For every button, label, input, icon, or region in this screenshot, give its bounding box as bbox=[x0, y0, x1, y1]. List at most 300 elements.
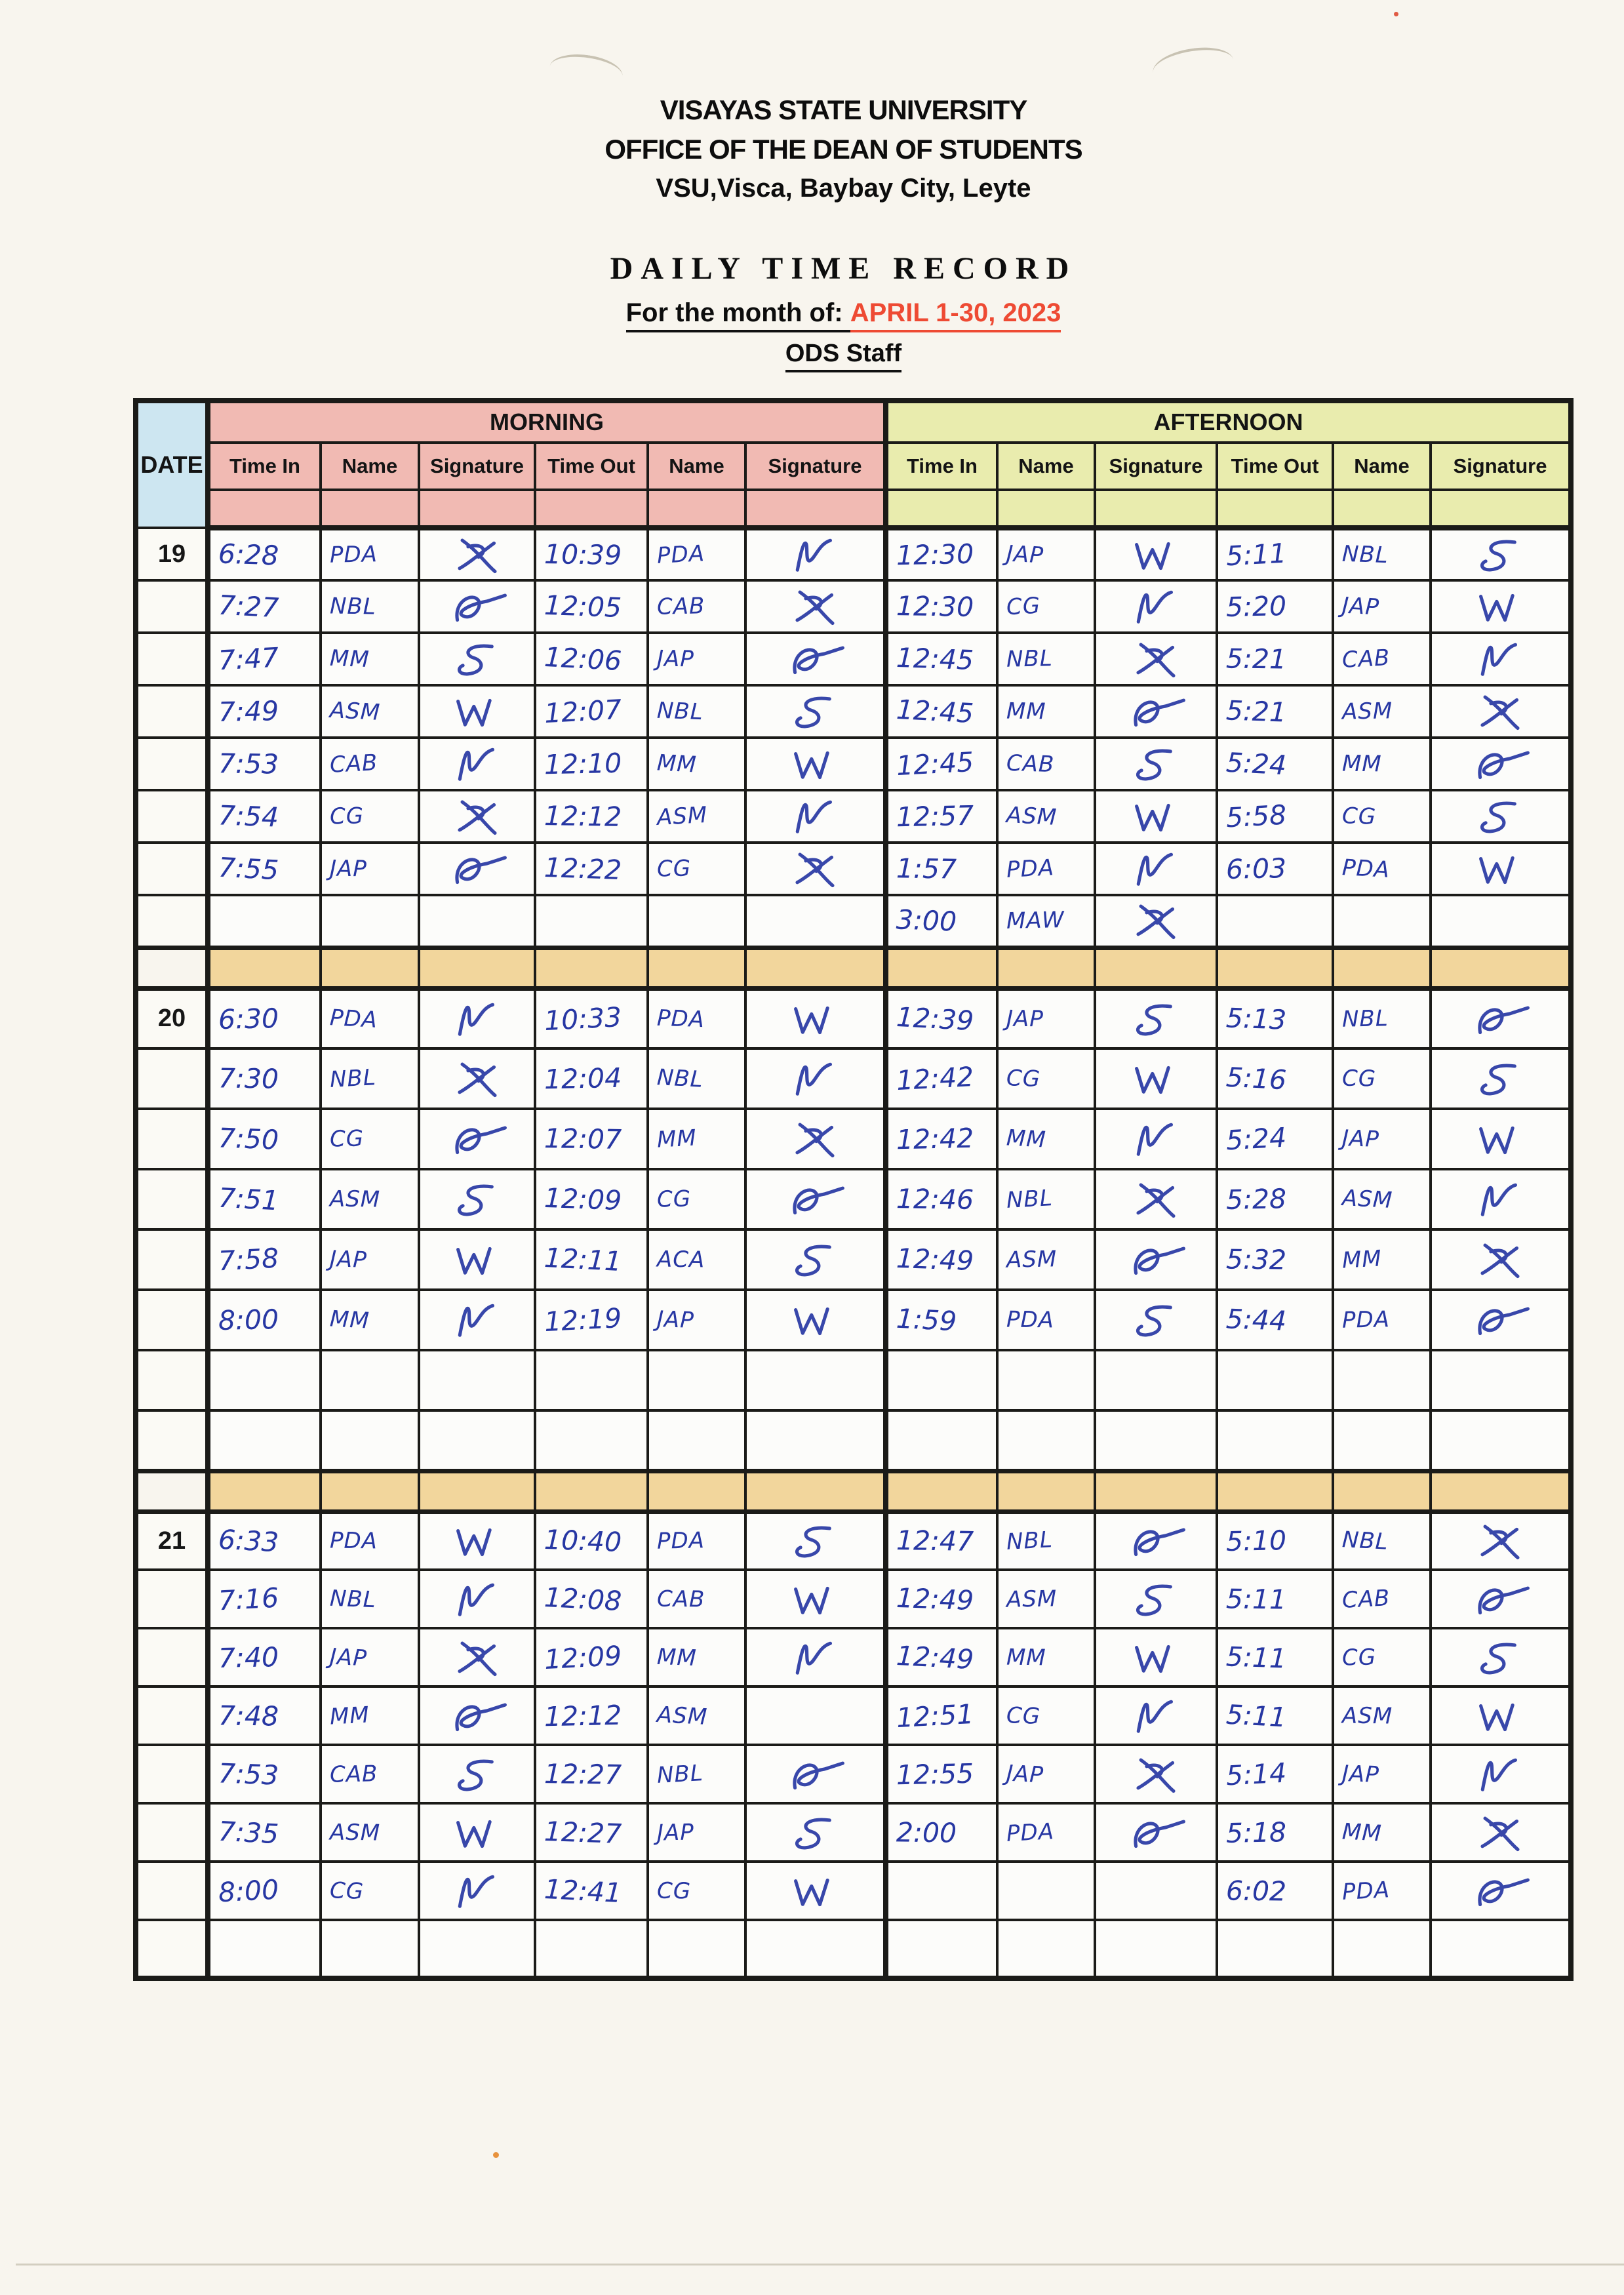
date-cell bbox=[136, 1169, 208, 1229]
signature-scribble bbox=[1109, 690, 1208, 732]
cell-m-signature bbox=[745, 685, 886, 738]
cell-a-time-out bbox=[1217, 1410, 1333, 1471]
handwritten-name: PDA bbox=[1006, 1818, 1055, 1847]
handwritten-time: 6:30 bbox=[218, 1002, 279, 1035]
handwritten-name: JAP bbox=[1341, 1760, 1380, 1788]
signature-scribble bbox=[1454, 1120, 1552, 1158]
cell-m-time-in bbox=[208, 1745, 321, 1803]
cell-m-signature bbox=[419, 988, 535, 1048]
handwritten-time: 12:12 bbox=[544, 1699, 622, 1732]
cell-a-signature bbox=[1095, 1350, 1217, 1410]
signature-scribble bbox=[431, 1813, 528, 1851]
cell-m-signature bbox=[745, 1109, 886, 1169]
separator-cell bbox=[1333, 948, 1431, 988]
cell-a-name bbox=[997, 1410, 1095, 1471]
cell-m-name bbox=[321, 1511, 419, 1570]
handwritten-time: 12:45 bbox=[895, 746, 975, 782]
cell-a-time-out bbox=[1217, 528, 1333, 580]
separator-cell bbox=[1217, 1471, 1333, 1511]
handwritten-time: 7:47 bbox=[217, 641, 280, 677]
subheader-blank-cell bbox=[1431, 490, 1571, 528]
handwritten-name: PDA bbox=[656, 1005, 705, 1033]
cell-a-time-in bbox=[886, 1169, 997, 1229]
cell-m-signature bbox=[419, 1570, 535, 1628]
handwritten-time: 5:13 bbox=[1225, 1002, 1287, 1036]
handwritten-time: 12:30 bbox=[896, 590, 974, 623]
handwritten-time: 12:07 bbox=[544, 1123, 622, 1155]
cell-m-signature bbox=[419, 738, 535, 790]
handwritten-time: 5:11 bbox=[1225, 537, 1288, 572]
handwritten-time: 7:50 bbox=[218, 1122, 279, 1156]
cell-m-name bbox=[648, 580, 745, 633]
signature-scribble bbox=[1454, 588, 1552, 626]
date-cell bbox=[136, 738, 208, 790]
cell-a-time-in bbox=[886, 1570, 997, 1628]
handwritten-name: CG bbox=[656, 1186, 692, 1213]
cell-m-name bbox=[648, 1511, 745, 1570]
signature-scribble bbox=[1109, 999, 1207, 1038]
handwritten-name: MM bbox=[1005, 1125, 1047, 1153]
cell-m-signature bbox=[419, 1803, 535, 1862]
cell-m-name bbox=[648, 1862, 745, 1920]
cell-m-name bbox=[321, 790, 419, 843]
cell-a-signature bbox=[1431, 1745, 1571, 1803]
cell-a-signature bbox=[1095, 1410, 1217, 1471]
handwritten-time: 12:06 bbox=[543, 641, 623, 677]
signature-scribble bbox=[430, 586, 529, 628]
cell-a-signature bbox=[1431, 1920, 1571, 1978]
cell-a-time-out bbox=[1217, 1803, 1333, 1862]
cell-a-name bbox=[1333, 1862, 1431, 1920]
handwritten-time: 7:53 bbox=[218, 1757, 279, 1791]
cell-a-name bbox=[997, 988, 1095, 1048]
cell-a-name bbox=[1333, 1511, 1431, 1570]
cell-m-name bbox=[321, 633, 419, 685]
signature-scribble bbox=[1109, 1753, 1208, 1795]
handwritten-name: NBL bbox=[1341, 1005, 1389, 1033]
cell-m-time-in bbox=[208, 528, 321, 580]
cell-m-time-out bbox=[535, 1109, 648, 1169]
handwritten-time: 7:49 bbox=[218, 695, 279, 728]
cell-m-time-in bbox=[208, 1410, 321, 1471]
cell-a-time-out bbox=[1217, 580, 1333, 633]
cell-m-name bbox=[321, 1920, 419, 1978]
cell-m-signature bbox=[745, 895, 886, 948]
cell-a-time-out bbox=[1217, 1290, 1333, 1350]
handwritten-time: 12:12 bbox=[544, 800, 622, 833]
cell-a-signature bbox=[1431, 1048, 1571, 1109]
cell-a-name bbox=[997, 1628, 1095, 1686]
cell-m-name bbox=[648, 1803, 745, 1862]
cell-m-name bbox=[648, 528, 745, 580]
handwritten-time: 5:11 bbox=[1225, 1698, 1288, 1733]
month-line bbox=[63, 298, 1624, 328]
handwritten-time: 1:59 bbox=[895, 1302, 958, 1338]
cell-m-time-in bbox=[208, 580, 321, 633]
handwritten-time: 5:24 bbox=[1225, 746, 1288, 782]
handwritten-name: CG bbox=[1341, 1065, 1377, 1092]
signature-scribble bbox=[431, 1755, 528, 1793]
cell-m-time-out bbox=[535, 1048, 648, 1109]
handwritten-time: 12:49 bbox=[896, 1582, 974, 1616]
cell-a-name bbox=[997, 790, 1095, 843]
cell-a-signature bbox=[1431, 1862, 1571, 1920]
separator-cell bbox=[648, 948, 745, 988]
cell-m-name bbox=[321, 1350, 419, 1410]
cell-a-time-out bbox=[1217, 1350, 1333, 1410]
cell-a-signature bbox=[1431, 1511, 1571, 1570]
cell-a-time-in bbox=[886, 1109, 997, 1169]
cell-a-signature bbox=[1431, 1570, 1571, 1628]
separator-cell bbox=[321, 1471, 419, 1511]
subheader-blank-cell bbox=[648, 490, 745, 528]
cell-a-name bbox=[1333, 1628, 1431, 1686]
handwritten-name: ASM bbox=[1341, 1702, 1393, 1730]
cell-a-name bbox=[997, 843, 1095, 895]
cell-a-name bbox=[1333, 1803, 1431, 1862]
signature-scribble bbox=[768, 1178, 867, 1220]
handwritten-time: 12:42 bbox=[895, 1060, 975, 1097]
signature-scribble bbox=[430, 1695, 529, 1737]
cell-m-name bbox=[648, 633, 745, 685]
handwritten-name: PDA bbox=[656, 540, 705, 569]
signature-scribble bbox=[1454, 1299, 1553, 1341]
cell-m-name bbox=[321, 1109, 419, 1169]
handwritten-time: 7:51 bbox=[217, 1182, 280, 1217]
handwritten-name: CG bbox=[656, 1877, 692, 1904]
handwritten-time: 12:42 bbox=[896, 1122, 974, 1156]
cell-a-name bbox=[1333, 528, 1431, 580]
cell-a-name bbox=[1333, 1350, 1431, 1410]
cell-m-name bbox=[321, 685, 419, 738]
cell-m-signature bbox=[419, 1350, 535, 1410]
handwritten-time: 12:07 bbox=[543, 693, 623, 730]
staff-subtitle: ODS Staff bbox=[785, 340, 901, 372]
cell-m-name bbox=[321, 1570, 419, 1628]
cell-a-name bbox=[1333, 738, 1431, 790]
handwritten-name: PDA bbox=[1341, 1876, 1391, 1906]
handwritten-time: 12:09 bbox=[544, 1182, 622, 1217]
signature-scribble bbox=[769, 1871, 867, 1909]
handwritten-time: 12:22 bbox=[544, 851, 622, 887]
handwritten-time: 6:28 bbox=[218, 538, 279, 572]
separator-cell bbox=[997, 948, 1095, 988]
cell-a-name bbox=[997, 1862, 1095, 1920]
cell-m-signature bbox=[419, 1169, 535, 1229]
cell-m-name bbox=[648, 1745, 745, 1803]
handwritten-name: CAB bbox=[656, 1585, 705, 1613]
handwritten-name: JAP bbox=[329, 855, 368, 883]
cell-m-signature bbox=[745, 1686, 886, 1745]
cell-a-time-out bbox=[1217, 685, 1333, 738]
cell-m-name bbox=[321, 1745, 419, 1803]
cell-m-signature bbox=[745, 1048, 886, 1109]
cell-a-time-out bbox=[1217, 895, 1333, 948]
signature-scribble bbox=[431, 1241, 528, 1279]
cell-m-signature bbox=[745, 528, 886, 580]
date-cell bbox=[136, 1570, 208, 1628]
separator-date-cell bbox=[136, 1471, 208, 1511]
handwritten-name: JAP bbox=[329, 1246, 368, 1273]
signature-scribble bbox=[1454, 998, 1553, 1040]
cell-a-time-in bbox=[886, 988, 997, 1048]
cell-m-time-out bbox=[535, 843, 648, 895]
handwritten-name: JAP bbox=[656, 1818, 695, 1846]
signature-scribble bbox=[430, 1637, 529, 1679]
cell-a-time-out bbox=[1217, 1169, 1333, 1229]
cell-a-name bbox=[997, 1169, 1095, 1229]
cell-a-time-out bbox=[1217, 1570, 1333, 1628]
cell-a-signature bbox=[1095, 843, 1217, 895]
handwritten-name: MM bbox=[329, 645, 370, 673]
signature-scribble bbox=[1110, 797, 1208, 835]
cell-m-time-out bbox=[535, 580, 648, 633]
cell-m-signature bbox=[419, 528, 535, 580]
col-header-name: Name bbox=[321, 443, 419, 490]
cell-m-signature bbox=[419, 895, 535, 948]
cell-m-name bbox=[321, 1048, 419, 1109]
signature-scribble bbox=[1454, 1059, 1551, 1098]
cell-a-name bbox=[1333, 1169, 1431, 1229]
cell-m-signature bbox=[419, 843, 535, 895]
cell-a-signature bbox=[1431, 1803, 1571, 1862]
cell-a-name bbox=[997, 633, 1095, 685]
signature-scribble bbox=[769, 745, 867, 783]
cell-m-time-out bbox=[535, 1803, 648, 1862]
handwritten-time: 12:09 bbox=[543, 1639, 623, 1675]
handwritten-time: 12:45 bbox=[896, 641, 974, 677]
signature-scribble bbox=[1454, 535, 1551, 574]
col-header-time-in: Time In bbox=[886, 443, 997, 490]
signature-scribble bbox=[1109, 1696, 1208, 1736]
signature-scribble bbox=[1109, 1119, 1208, 1159]
signature-scribble bbox=[1109, 638, 1208, 680]
handwritten-name: MM bbox=[328, 1701, 370, 1730]
cell-m-time-out bbox=[535, 1350, 648, 1410]
handwritten-name: CG bbox=[1341, 803, 1377, 830]
dtr-table bbox=[133, 398, 1574, 1981]
handwritten-time: 12:10 bbox=[544, 747, 622, 781]
signature-scribble bbox=[430, 1118, 529, 1160]
date-cell bbox=[136, 580, 208, 633]
handwritten-time: 7:58 bbox=[217, 1242, 280, 1277]
cell-m-signature bbox=[419, 790, 535, 843]
subheader-blank-cell bbox=[321, 490, 419, 528]
cell-m-time-out bbox=[535, 988, 648, 1048]
cell-a-time-in bbox=[886, 738, 997, 790]
handwritten-name: JAP bbox=[1006, 1005, 1044, 1033]
signature-scribble bbox=[1454, 1638, 1551, 1677]
cell-a-time-in bbox=[886, 790, 997, 843]
cell-a-name bbox=[997, 580, 1095, 633]
cell-m-name bbox=[648, 1048, 745, 1109]
cell-a-signature bbox=[1431, 1169, 1571, 1229]
cell-a-signature bbox=[1431, 1350, 1571, 1410]
col-header-name: Name bbox=[648, 443, 745, 490]
cell-a-name bbox=[997, 1803, 1095, 1862]
handwritten-name: JAP bbox=[1341, 1125, 1380, 1153]
cell-m-time-in bbox=[208, 988, 321, 1048]
separator-date-cell bbox=[136, 948, 208, 988]
cell-a-signature bbox=[1095, 633, 1217, 685]
month-label: For the month of: bbox=[626, 298, 843, 332]
cell-m-time-out bbox=[535, 633, 648, 685]
cell-a-signature bbox=[1095, 1686, 1217, 1745]
cell-m-time-out bbox=[535, 1686, 648, 1745]
handwritten-name: ASM bbox=[1006, 1246, 1058, 1273]
cell-m-signature bbox=[745, 843, 886, 895]
handwritten-name: ASM bbox=[1341, 698, 1393, 725]
cell-m-time-out bbox=[535, 1570, 648, 1628]
handwritten-time: 12:19 bbox=[543, 1302, 623, 1338]
cell-m-name bbox=[321, 843, 419, 895]
cell-a-name bbox=[1333, 580, 1431, 633]
handwritten-name: JAP bbox=[328, 1643, 368, 1671]
cell-m-signature bbox=[745, 1511, 886, 1570]
signature-scribble bbox=[1454, 1870, 1553, 1912]
cell-m-signature bbox=[745, 633, 886, 685]
cell-m-name bbox=[648, 1628, 745, 1686]
cell-a-name bbox=[997, 738, 1095, 790]
cell-m-time-out bbox=[535, 1410, 648, 1471]
handwritten-name: MM bbox=[656, 1643, 698, 1671]
handwritten-time: 12:46 bbox=[896, 1183, 974, 1216]
cell-a-name bbox=[997, 1350, 1095, 1410]
cell-m-name bbox=[648, 1169, 745, 1229]
cell-m-signature bbox=[745, 1920, 886, 1978]
cell-m-time-in bbox=[208, 633, 321, 685]
cell-m-name bbox=[648, 988, 745, 1048]
col-header-signature: Signature bbox=[1431, 443, 1571, 490]
separator-cell bbox=[745, 1471, 886, 1511]
cell-m-time-in bbox=[208, 1803, 321, 1862]
cell-m-time-out bbox=[535, 1920, 648, 1978]
cell-a-signature bbox=[1431, 685, 1571, 738]
cell-m-name bbox=[321, 1169, 419, 1229]
handwritten-name: CAB bbox=[1341, 1584, 1391, 1614]
handwritten-name: MM bbox=[328, 1306, 370, 1334]
separator-cell bbox=[1095, 1471, 1217, 1511]
handwritten-time: 10:39 bbox=[544, 538, 622, 571]
paper-speck bbox=[1394, 12, 1398, 16]
cell-a-name bbox=[997, 1570, 1095, 1628]
cell-m-signature bbox=[745, 1862, 886, 1920]
date-cell bbox=[136, 1229, 208, 1290]
morning-section-header: MORNING bbox=[208, 401, 886, 443]
cell-a-time-out bbox=[1217, 1686, 1333, 1745]
handwritten-name: MM bbox=[656, 1125, 698, 1153]
cell-m-name bbox=[648, 1350, 745, 1410]
cell-a-name bbox=[1333, 1290, 1431, 1350]
signature-scribble bbox=[1454, 1578, 1553, 1620]
signature-scribble bbox=[1110, 1638, 1208, 1676]
handwritten-time: 2:00 bbox=[896, 1816, 957, 1849]
handwritten-time: 12:55 bbox=[896, 1757, 974, 1791]
separator-cell bbox=[648, 1471, 745, 1511]
cell-a-signature bbox=[1431, 895, 1571, 948]
cell-m-signature bbox=[745, 1803, 886, 1862]
cell-m-signature bbox=[745, 988, 886, 1048]
cell-m-time-in bbox=[208, 843, 321, 895]
cell-m-name bbox=[648, 738, 745, 790]
signature-scribble bbox=[431, 639, 528, 678]
cell-a-name bbox=[997, 685, 1095, 738]
cell-a-time-in bbox=[886, 1350, 997, 1410]
signature-scribble bbox=[430, 1058, 529, 1100]
cell-a-name bbox=[1333, 633, 1431, 685]
date-number: 21 bbox=[157, 1527, 186, 1555]
col-header-time-in: Time In bbox=[208, 443, 321, 490]
handwritten-name: CAB bbox=[1341, 645, 1391, 673]
handwritten-time: 12:30 bbox=[896, 538, 974, 572]
subheader-blank-cell bbox=[886, 490, 997, 528]
date-cell bbox=[136, 1350, 208, 1410]
cell-m-signature bbox=[745, 1290, 886, 1350]
signature-scribble bbox=[430, 848, 529, 890]
cell-m-signature bbox=[419, 1229, 535, 1290]
signature-scribble bbox=[431, 1871, 529, 1911]
cell-a-name bbox=[997, 1048, 1095, 1109]
cell-m-time-in bbox=[208, 1109, 321, 1169]
cell-m-time-out bbox=[535, 895, 648, 948]
signature-scribble bbox=[768, 1118, 867, 1160]
signature-scribble bbox=[430, 795, 529, 837]
handwritten-name: CG bbox=[656, 855, 692, 883]
handwritten-name: CG bbox=[1341, 1643, 1377, 1671]
cell-a-time-out bbox=[1217, 1229, 1333, 1290]
cell-m-signature bbox=[745, 1350, 886, 1410]
handwritten-time: 5:20 bbox=[1225, 590, 1287, 623]
cell-m-name bbox=[648, 1920, 745, 1978]
signature-scribble bbox=[768, 1522, 866, 1561]
cell-a-signature bbox=[1095, 1628, 1217, 1686]
separator-cell bbox=[419, 948, 535, 988]
handwritten-name: PDA bbox=[1341, 1306, 1391, 1334]
cell-m-name bbox=[648, 895, 745, 948]
handwritten-name: ASM bbox=[656, 802, 709, 831]
cell-a-time-out bbox=[1217, 790, 1333, 843]
date-number: 19 bbox=[157, 540, 186, 568]
separator-cell bbox=[321, 948, 419, 988]
signature-scribble bbox=[1454, 743, 1553, 785]
cell-m-signature bbox=[745, 1229, 886, 1290]
cell-a-signature bbox=[1431, 1686, 1571, 1745]
cell-m-signature bbox=[745, 1628, 886, 1686]
cell-m-signature bbox=[419, 580, 535, 633]
signature-scribble bbox=[768, 586, 867, 628]
cell-a-signature bbox=[1095, 1109, 1217, 1169]
signature-scribble bbox=[431, 1522, 528, 1560]
handwritten-time: 5:14 bbox=[1225, 1757, 1288, 1791]
handwritten-name: PDA bbox=[329, 1527, 378, 1555]
university-name: VISAYAS STATE UNIVERSITY bbox=[660, 94, 1027, 125]
date-cell bbox=[136, 1920, 208, 1978]
paper-curl-mark bbox=[1151, 43, 1237, 90]
cell-a-signature bbox=[1431, 1290, 1571, 1350]
cell-a-time-out bbox=[1217, 1048, 1333, 1109]
signature-scribble bbox=[769, 1580, 867, 1618]
cell-m-signature bbox=[419, 685, 535, 738]
handwritten-name: NBL bbox=[1006, 645, 1054, 673]
cell-a-time-in bbox=[886, 580, 997, 633]
handwritten-time: 5:10 bbox=[1225, 1525, 1287, 1558]
cell-a-name bbox=[997, 1290, 1095, 1350]
signature-scribble bbox=[768, 1058, 867, 1098]
cell-m-signature bbox=[419, 1745, 535, 1803]
cell-m-name bbox=[648, 685, 745, 738]
cell-a-signature bbox=[1095, 528, 1217, 580]
date-cell bbox=[136, 988, 208, 1048]
